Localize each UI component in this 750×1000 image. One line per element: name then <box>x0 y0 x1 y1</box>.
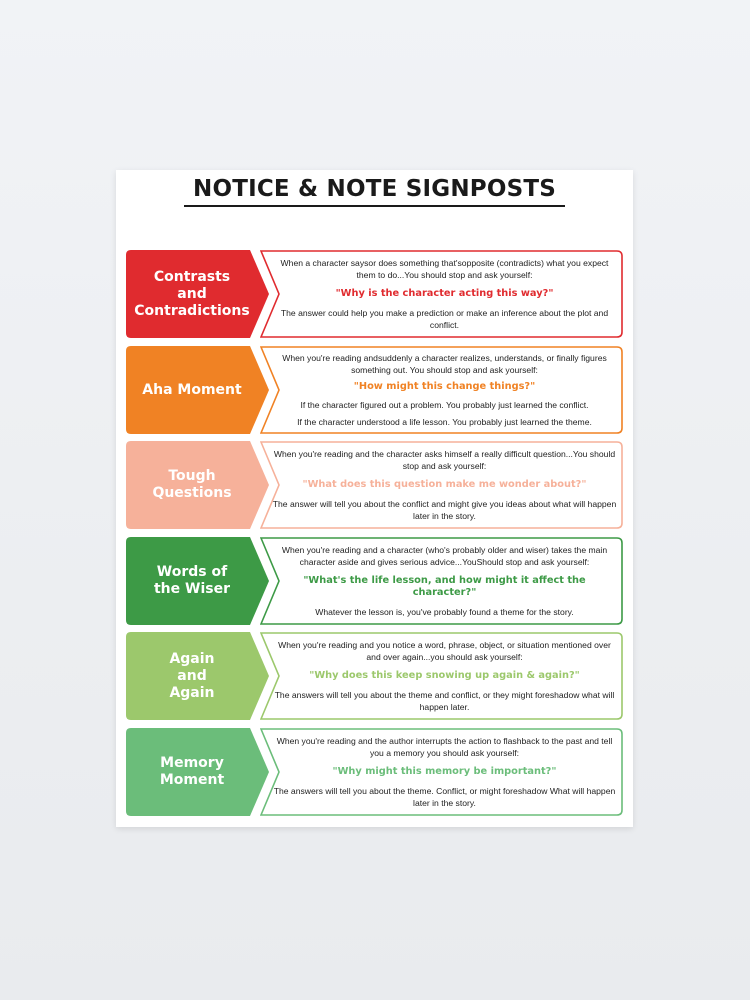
poster-title: NOTICE & NOTE SIGNPOSTS <box>193 176 556 202</box>
signpost-tag <box>126 441 269 529</box>
signpost-title: Tough Questions <box>152 468 232 501</box>
signpost-card <box>260 632 623 720</box>
card-text <box>272 632 617 720</box>
signpost-row-aha-moment <box>126 346 623 434</box>
signpost-title: Aha Moment <box>142 381 242 398</box>
signpost-card <box>260 250 623 338</box>
card-text <box>272 728 617 816</box>
poster <box>116 170 633 827</box>
signpost-answer: The answer will tell you about the conflict and might give you ideas about what will happen later in the story. <box>272 499 617 521</box>
signpost-row-contrasts-and-contradictions <box>126 250 623 338</box>
signpost-row-again-and-again <box>126 632 623 720</box>
signpost-tag <box>126 537 269 625</box>
signpost-row-memory-moment <box>126 728 623 816</box>
card-text <box>272 537 617 625</box>
signpost-card <box>260 728 623 816</box>
signpost-prompt: When a character saysor does something that'sopposite (contradicts) what you expect them to do...You should stop and ask yourself: <box>280 258 609 280</box>
signpost-tag <box>126 728 269 816</box>
signpost-card <box>260 537 623 625</box>
card-text <box>272 250 617 338</box>
signpost-answer: If the character understood a life lesson. You probably just learned the theme. <box>297 417 592 428</box>
signpost-title: Words of the Wiser <box>153 564 230 597</box>
signpost-question: "Why does this keep snowing up again & again?" <box>309 670 580 681</box>
signpost-prompt: When you're reading andsuddenly a character realizes, understands, or finally figures something out. You should stop and ask yourself: <box>282 352 607 375</box>
signpost-prompt: When you're reading and the author interrupts the action to flashback to the past and tell you a memory you should ask yourself: <box>276 736 613 758</box>
signpost-question: "What does this question make me wonder about?" <box>302 479 587 490</box>
signpost-question: "How might this change things?" <box>353 381 536 393</box>
signpost-card <box>260 441 623 529</box>
signpost-prompt: When you're reading and the character asks himself a really difficult question...You should stop and ask yourself: <box>273 449 616 471</box>
signpost-row-words-of-the-wiser <box>126 537 623 625</box>
signpost-answer: Whatever the lesson is, you've probably found a theme for the story. <box>315 607 574 617</box>
signpost-tag <box>126 250 269 338</box>
signpost-title: Contrasts and Contradictions <box>134 268 250 319</box>
signpost-card <box>260 346 623 434</box>
card-text <box>272 346 617 434</box>
card-text <box>272 441 617 529</box>
signpost-question: "Why is the character acting this way?" <box>335 288 554 299</box>
signpost-question: "What's the life lesson, and how might it affect the character?" <box>303 575 586 598</box>
signpost-title: Again and Again <box>169 650 215 701</box>
signpost-prompt: When you're reading and a character (who's probably older and wiser) takes the main character aside and gives serious advice...YouShould stop and ask yourself: <box>281 545 608 567</box>
title-underline <box>184 205 565 207</box>
signpost-tag <box>126 632 269 720</box>
signpost-prompt: When you're reading and you notice a word, phrase, object, or situation mentioned over and over again...you should ask yourself: <box>278 640 611 662</box>
signpost-answer: The answers will tell you about the theme. Conflict, or might foreshadow What will happen later in the story. <box>273 786 616 808</box>
signpost-tag <box>126 346 269 434</box>
signpost-answer: The answers will tell you about the theme and conflict, or they might foreshadow what will happen later. <box>274 690 615 712</box>
signpost-answer: The answer could help you make a prediction or make an inference about the plot and conflict. <box>280 308 609 330</box>
signpost-answer: If the character figured out a problem. You probably just learned the conflict. <box>300 399 589 410</box>
signpost-question: "Why might this memory be important?" <box>332 766 557 777</box>
signpost-row-tough-questions <box>126 441 623 529</box>
signpost-title: Memory Moment <box>159 755 225 788</box>
